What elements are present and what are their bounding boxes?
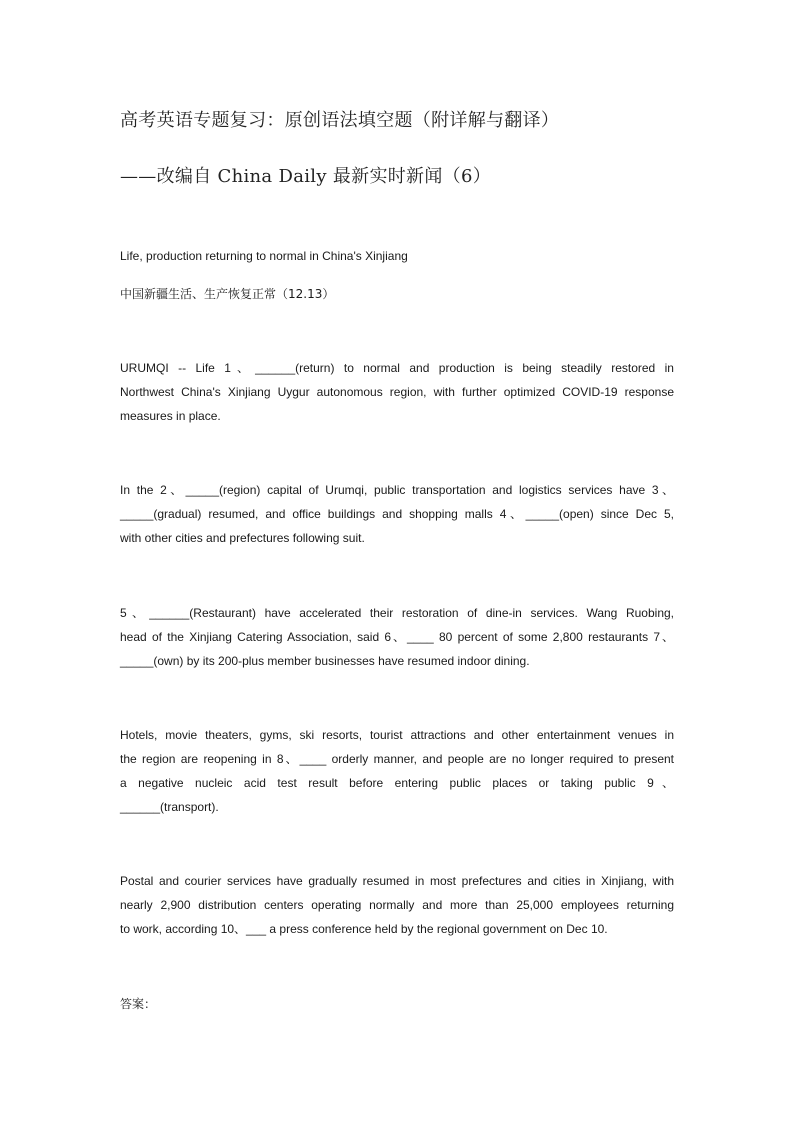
paragraph-line: Northwest China's Xinjiang Uygur autonomous region, with further optimized COVID-19 response	[120, 385, 674, 399]
paragraph-line: a negative nucleic acid test result before entering public places or taking public 9、	[120, 776, 674, 790]
paragraph-1	[120, 356, 674, 428]
paragraph-line: with other cities and prefectures following suit.	[120, 531, 365, 545]
paragraph-line: the region are reopening in 8、____ orderly manner, and people are no longer required to present	[120, 752, 674, 766]
paragraph-line: In the 2、_____(region) capital of Urumqi, public transportation and logistics services have 3、	[120, 483, 674, 497]
document-title: 高考英语专题复习：原创语法填空题（附详解与翻译）	[120, 110, 560, 131]
article-headline-en: Life, production returning to normal in China's Xinjiang	[120, 249, 408, 263]
answer-label: 答案：	[120, 997, 157, 1011]
paragraph-line: to work, according 10、___ a press conference held by the regional government on Dec 10.	[120, 922, 608, 936]
paragraph-line: Postal and courier services have gradually resumed in most prefectures and cities in Xinjiang, with	[120, 874, 674, 888]
paragraph-4	[120, 723, 674, 819]
paragraph-line: head of the Xinjiang Catering Association, said 6、____ 80 percent of some 2,800 restaurants 7、	[120, 630, 674, 644]
paragraph-line: measures in place.	[120, 409, 221, 423]
paragraph-line: _____(own) by its 200-plus member businesses have resumed indoor dining.	[120, 654, 530, 668]
paragraph-line: ______(transport).	[120, 800, 219, 814]
paragraph-line: URUMQI -- Life 1、______(return) to normal and production is being steadily restored in	[120, 361, 674, 375]
paragraph-3	[120, 601, 674, 673]
paragraph-5	[120, 869, 674, 941]
document-subtitle-source: ——改编自 China Daily 最新实时新闻（6）	[120, 166, 492, 187]
paragraph-2	[120, 478, 674, 550]
paragraph-line: _____(gradual) resumed, and office buildings and shopping malls 4、_____(open) since Dec 5,	[120, 507, 674, 521]
paragraph-line: Hotels, movie theaters, gyms, ski resorts, tourist attractions and other entertainment venues in	[120, 728, 674, 742]
article-headline-zh: 中国新疆生活、生产恢复正常（12.13）	[120, 287, 335, 301]
paragraph-line: nearly 2,900 distribution centers operating normally and more than 25,000 employees returning	[120, 898, 674, 912]
paragraph-line: 5、______(Restaurant) have accelerated their restoration of dine-in services. Wang Ruobing,	[120, 606, 674, 620]
